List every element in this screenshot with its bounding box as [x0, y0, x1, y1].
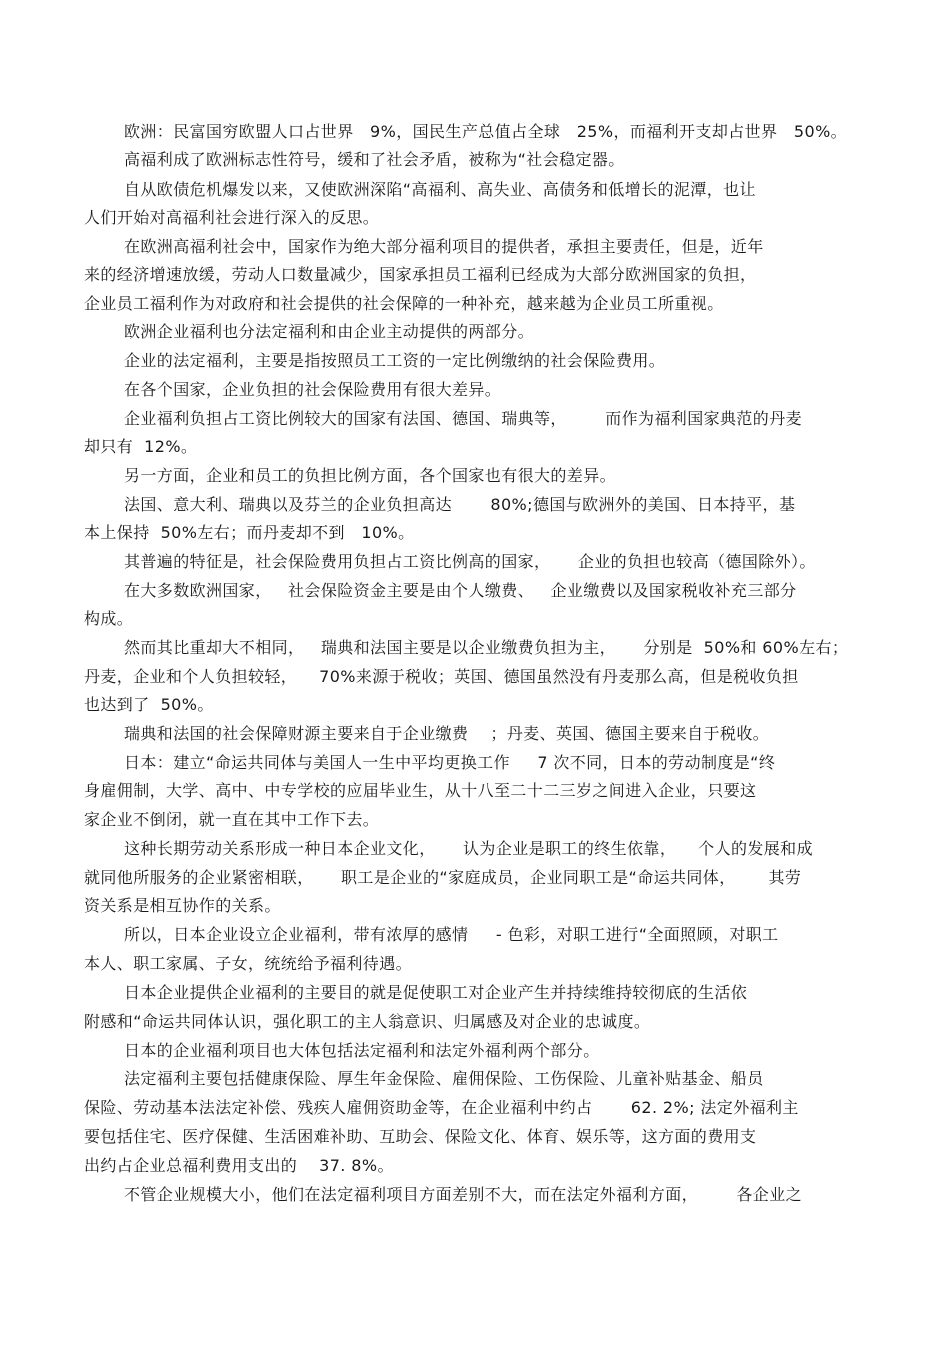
text-line: 出约占企业总福利费用支出的 37. 8%。	[84, 1156, 394, 1175]
text-line: 资关系是相互协作的关系。	[84, 896, 281, 915]
text-line: 这种长期劳动关系形成一种日本企业文化， 认为企业是职工的终生依靠， 个人的发展和成	[124, 839, 813, 858]
text-line: 日本：建立“命运共同体与美国人一生中平均更换工作 7 次不同，日本的劳动制度是“终	[124, 753, 776, 772]
text-line: 高福利成了欧洲标志性符号，缓和了社会矛盾，被称为“社会稳定器。	[124, 150, 625, 169]
text-line: 要包括住宅、医疗保健、生活困难补助、互助会、保险文化、体育、娱乐等，这方面的费用支	[84, 1127, 757, 1146]
text-line: 丹麦，企业和个人负担较轻， 70%来源于税收；英国、德国虽然没有丹麦那么高，但是税收负担	[84, 667, 799, 686]
text-line: 企业的法定福利，主要是指按照员工工资的一定比例缴纳的社会保险费用。	[124, 351, 666, 370]
text-line: 另一方面，企业和员工的负担比例方面，各个国家也有很大的差异。	[124, 466, 617, 485]
text-line: 其普遍的特征是，社会保险费用负担占工资比例高的国家， 企业的负担也较高（德国除外）。	[124, 552, 816, 571]
text-line: 构成。	[84, 609, 134, 628]
text-line: 家企业不倒闭，就一直在其中工作下去。	[84, 810, 380, 829]
text-line: 人们开始对高福利社会进行深入的反思。	[84, 208, 380, 227]
text-line: 企业员工福利作为对政府和社会提供的社会保障的一种补充，越来越为企业员工所重视。	[84, 294, 724, 313]
text-line: 在各个国家，企业负担的社会保险费用有很大差异。	[124, 380, 502, 399]
text-line: 却只有 12%。	[84, 437, 198, 456]
text-line: 身雇佣制，大学、高中、中专学校的应届毕业生，从十八至二十二三岁之间进入企业，只要这	[84, 781, 757, 800]
text-line: 企业福利负担占工资比例较大的国家有法国、德国、瑞典等， 而作为福利国家典范的丹麦	[124, 409, 803, 428]
text-line: 保险、劳动基本法法定补偿、残疾人雇佣资助金等，在企业福利中约占 62. 2%; 法定外福利主	[84, 1098, 799, 1117]
text-line: 在大多数欧洲国家， 社会保险资金主要是由个人缴费、 企业缴费以及国家税收补充三部分	[124, 581, 797, 600]
text-line: 所以，日本企业设立企业福利，带有浓厚的感情 - 色彩，对职工进行“全面照顾，对职工	[124, 925, 779, 944]
text-line: 瑞典和法国的社会保障财源主要来自于企业缴费 ；丹麦、英国、德国主要来自于税收。	[124, 724, 770, 743]
text-line: 欧洲企业福利也分法定福利和由企业主动提供的两部分。	[124, 322, 535, 341]
text-line: 法定福利主要包括健康保险、厚生年金保险、雇佣保险、工伤保险、儿童补贴基金、船员	[124, 1069, 764, 1088]
text-line: 欧洲：民富国穷欧盟人口占世界 9%，国民生产总值占全球 25%，而福利开支却占世界 50%。	[124, 122, 848, 141]
text-line: 本人、职工家属、子女，统统给予福利待遇。	[84, 954, 413, 973]
text-line: 日本企业提供企业福利的主要目的就是促使职工对企业产生并持续维持较彻底的生活依	[124, 983, 748, 1002]
text-line: 本上保持 50%左右；而丹麦却不到 10%。	[84, 523, 415, 542]
text-line: 附感和“命运共同体认识，强化职工的主人翁意识、归属感及对企业的忠诚度。	[84, 1012, 651, 1031]
text-line: 就同他所服务的企业紧密相联， 职工是企业的“家庭成员，企业同职工是“命运共同体， 其劳	[84, 868, 802, 887]
text-line: 来的经济增速放缓，劳动人口数量减少，国家承担员工福利已经成为大部分欧洲国家的负担，	[84, 265, 757, 284]
text-line: 自从欧债危机爆发以来，又使欧洲深陷“高福利、高失业、高债务和低增长的泥潭，也让	[124, 180, 756, 199]
text-line: 也达到了 50%。	[84, 695, 214, 714]
text-line: 在欧洲高福利社会中，国家作为绝大部分福利项目的提供者，承担主要责任，但是，近年	[124, 237, 764, 256]
text-line: 日本的企业福利项目也大体包括法定福利和法定外福利两个部分。	[124, 1041, 600, 1060]
text-line: 然而其比重却大不相同， 瑞典和法国主要是以企业缴费负担为主， 分别是 50%和 60%左右；	[124, 638, 849, 657]
text-line: 不管企业规模大小，他们在法定福利项目方面差别不大，而在法定外福利方面， 各企业之	[124, 1185, 803, 1204]
text-line: 法国、意大利、瑞典以及芬兰的企业负担高达 80%;德国与欧洲外的美国、日本持平，基	[124, 495, 796, 514]
